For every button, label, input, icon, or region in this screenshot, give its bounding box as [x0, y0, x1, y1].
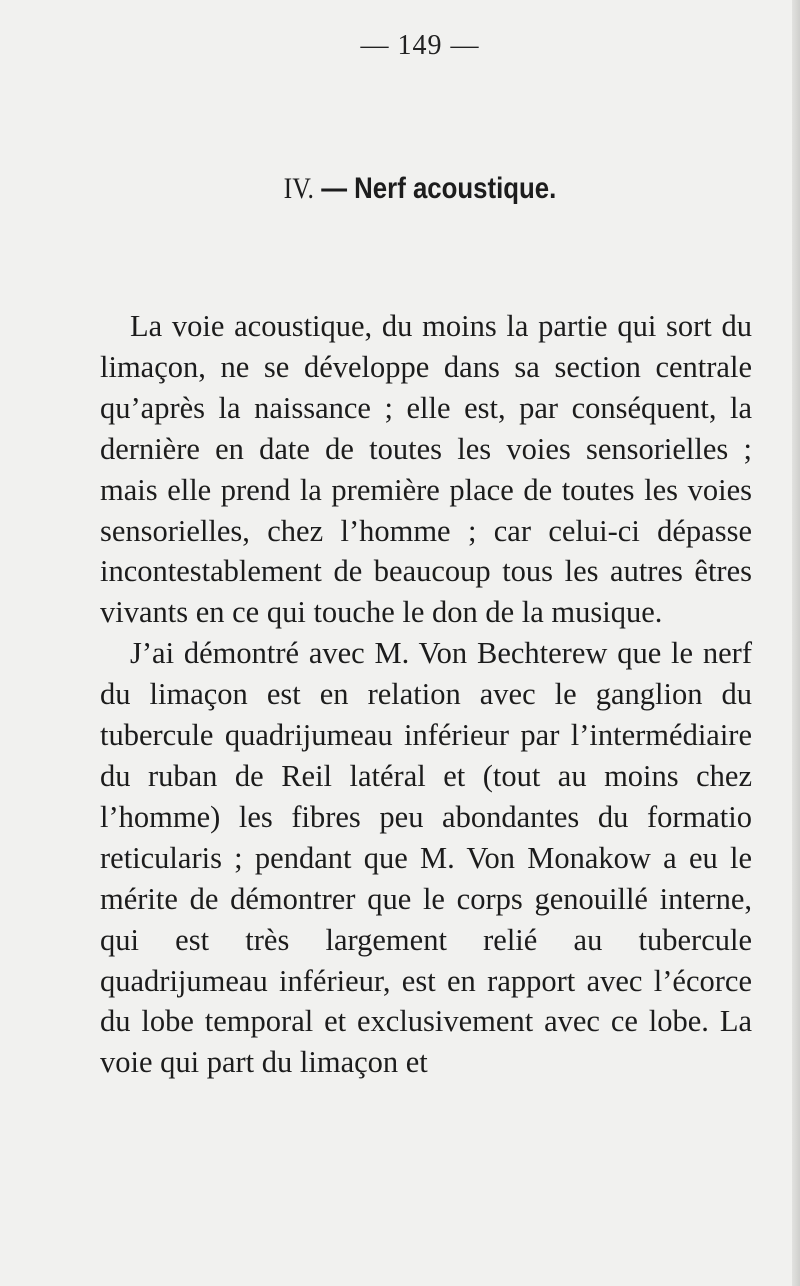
section-numeral: IV. — [283, 172, 315, 205]
section-separator: — — [321, 172, 347, 205]
page-edge — [792, 0, 800, 1286]
page-number: — 149 — — [360, 30, 480, 61]
section-heading — [59, 172, 781, 206]
paragraph-1: La voie acoustique, du moins la partie qui sort du limaçon, ne se développe dans sa section centrale qu’après la naissance ; elle est, par conséquent, la dernière en date de toutes les voies sensorielles ; mais elle prend la première place de toutes les voies sensorielles, chez l’homme ; car celui-ci dépasse incontestablement de beaucoup tous les autres êtres vivants en ce qui touche le don de la musique. — [100, 309, 752, 630]
body-text — [100, 306, 752, 1083]
paragraph-2: J’ai démontré avec M. Von Bechterew que le nerf du limaçon est en relation avec le ganglion du tubercule quadrijumeau inférieur par l’intermédiaire du ruban de Reil latéral et (tout au moins chez l’homme) les fibres peu abondantes du formatio reticularis ; pendant que M. Von Monakow a eu le mérite de démontrer que le corps genouillé interne, qui est très largement relié au tubercule quadrijumeau inférieur, est en rapport avec l’écorce du lobe temporal et exclusivement avec ce lobe. La voie qui part du limaçon et — [100, 636, 752, 1080]
section-title: Nerf acoustique. — [354, 172, 557, 205]
